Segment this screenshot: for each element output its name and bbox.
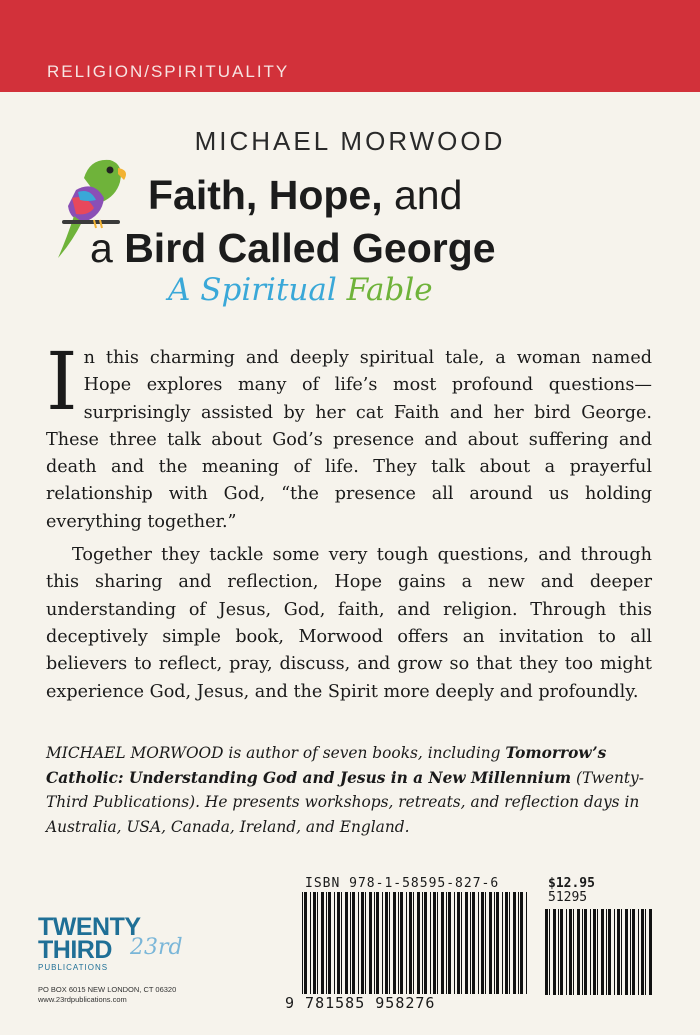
barcode-bar [413,892,414,994]
barcode-bar [481,892,484,994]
barcode-bar [558,909,559,995]
barcode-bar [422,892,423,994]
barcode-bar [448,892,451,994]
blurb [46,335,652,706]
barcode-bar [641,909,644,995]
barcode-bar [304,892,307,994]
subtitle-part-a: A Spiritual [168,272,337,308]
barcode-bar [465,892,468,994]
barcode-bar [509,892,510,994]
barcode-bar [382,892,383,994]
barcode-bar [549,909,550,995]
publisher-url: www.23rdpublications.com [38,995,127,1004]
barcode-bar [350,892,351,994]
blurb-paragraph-2: Together they tackle some very tough questions, and through this sharing and reflection, Hope gains a new and deeper understanding of Jesus, God, faith, and religion. Through this deceptively simple book, Morwood offers an invitation to all believers to reflect, pray, discuss, and grow so that they too might experience God, Jesus, and the Spirit more deeply and profoundly. [46,545,652,702]
barcode-bar [597,909,598,995]
barcode-bar [321,892,324,994]
barcode-bar [614,909,615,995]
barcode-bar [352,892,355,994]
barcode-bar [341,892,342,994]
barcode-bar [560,909,563,995]
isbn-label: ISBN 978-1-58595-827-6 [305,876,500,891]
publisher-name-line2: THIRD [38,936,112,964]
barcode-bar [489,892,492,994]
title-light-part: and [382,172,463,218]
bio-text-2: (Twenty-Third Publications). He presents workshops, retreats, and reflection days in Australia, USA, Canada, Ireland, and England. [46,768,644,836]
barcode-bar [358,892,359,994]
barcode-bar [630,909,631,995]
author-bio [46,741,658,839]
barcode-bar [337,892,340,994]
title-bold-part: Faith, Hope, [148,172,383,218]
barcode-bar [520,892,523,994]
barcode-bar [601,909,604,995]
barcode-bar [470,892,471,994]
publisher-name-line1: TWENTY [38,913,141,941]
barcode-bar [526,892,527,994]
barcode-bar [638,909,639,995]
barcode-bar [485,892,486,994]
price-label: $12.95 [548,876,595,891]
barcode-bar [632,909,635,995]
barcode-bar [446,892,447,994]
bio-book-title: Tomorrow’s Catholic: Understanding God and Jesus in a New Millennium [46,744,607,787]
barcode-bar [566,909,567,995]
barcode-bar [545,909,548,995]
barcode-bar [317,892,318,994]
barcode-bar [518,892,519,994]
barcode-bar [608,909,611,995]
barcode-bar [313,892,316,994]
price-barcode [545,909,655,995]
publisher-address: PO BOX 6015 NEW LONDON, CT 06320 [38,985,177,994]
barcode-bar [369,892,372,994]
barcode-bar [361,892,364,994]
barcode-bar [376,892,379,994]
barcode-bar [645,909,646,995]
barcode-bar [437,892,438,994]
barcode-bar [400,892,403,994]
bio-author-name: MICHAEL MORWOOD [46,744,224,762]
barcode-bar [385,892,388,994]
barcode-bar [454,892,455,994]
title-light-part: a [90,225,125,271]
barcode-bar [398,892,399,994]
book-subtitle [168,272,433,308]
barcode-bar [573,909,574,995]
barcode-digits: 9 781585 958276 [285,994,436,1012]
barcode-bar [374,892,375,994]
barcode-bar [417,892,420,994]
barcode-bar [441,892,444,994]
author-name: MICHAEL MORWOOD [194,126,506,156]
price-code: 51295 [548,890,588,905]
blurb-text-1: n this charming and deeply spiritual tale, a woman named Hope explores many of life’s most profound questions—surprisingly assisted by her cat Faith and her bird George. These three talk about God’s presence and about suffering and death and the meaning of life. They talk about a prayerful relationship with God, “the presence all around us holding everything together.” [46,348,652,532]
barcode-bar [649,909,652,995]
barcode-bar [513,892,516,994]
barcode-bar [345,892,348,994]
publisher-publications: PUBLICATIONS [38,963,109,972]
barcode-bar [590,909,591,995]
book-title-line2 [90,225,496,272]
barcode-bar [553,909,556,995]
barcode-bar [389,892,390,994]
barcode-bar [606,909,607,995]
barcode-bar [502,892,503,994]
barcode-bar [494,892,495,994]
barcode-bar [582,909,583,995]
barcode-bar [409,892,412,994]
barcode-bar [328,892,331,994]
barcode-bar [584,909,587,995]
barcode-bar [577,909,580,995]
barcode-bar [472,892,475,994]
barcode-bar [496,892,499,994]
barcode-bar [424,892,427,994]
barcode-bar [393,892,396,994]
publisher-mark: 23rd [130,935,183,960]
barcode-bar [433,892,436,994]
book-title-line1 [148,172,462,219]
isbn-barcode [302,892,532,994]
bio-text-1: is author of seven books, including [223,744,506,762]
blurb-paragraph-1 [46,335,652,536]
barcode-bar [430,892,431,994]
barcode-bar [625,909,628,995]
barcode-bar [365,892,366,994]
barcode-bar [617,909,620,995]
barcode-bar [457,892,460,994]
barcode-bar [310,892,311,994]
barcode-bar [593,909,596,995]
barcode-bar [569,909,572,995]
barcode-bar [302,892,303,994]
barcode-bar [334,892,335,994]
barcode-bar [326,892,327,994]
subtitle-part-b: Fable [336,272,433,308]
barcode-bar [461,892,462,994]
drop-cap: I [46,335,78,428]
barcode-bar [621,909,622,995]
category-label: RELIGION/SPIRITUALITY [47,62,290,81]
barcode-bar [505,892,508,994]
title-bold-part: Bird Called George [124,225,496,271]
barcode-bar [478,892,479,994]
barcode-bar [406,892,407,994]
